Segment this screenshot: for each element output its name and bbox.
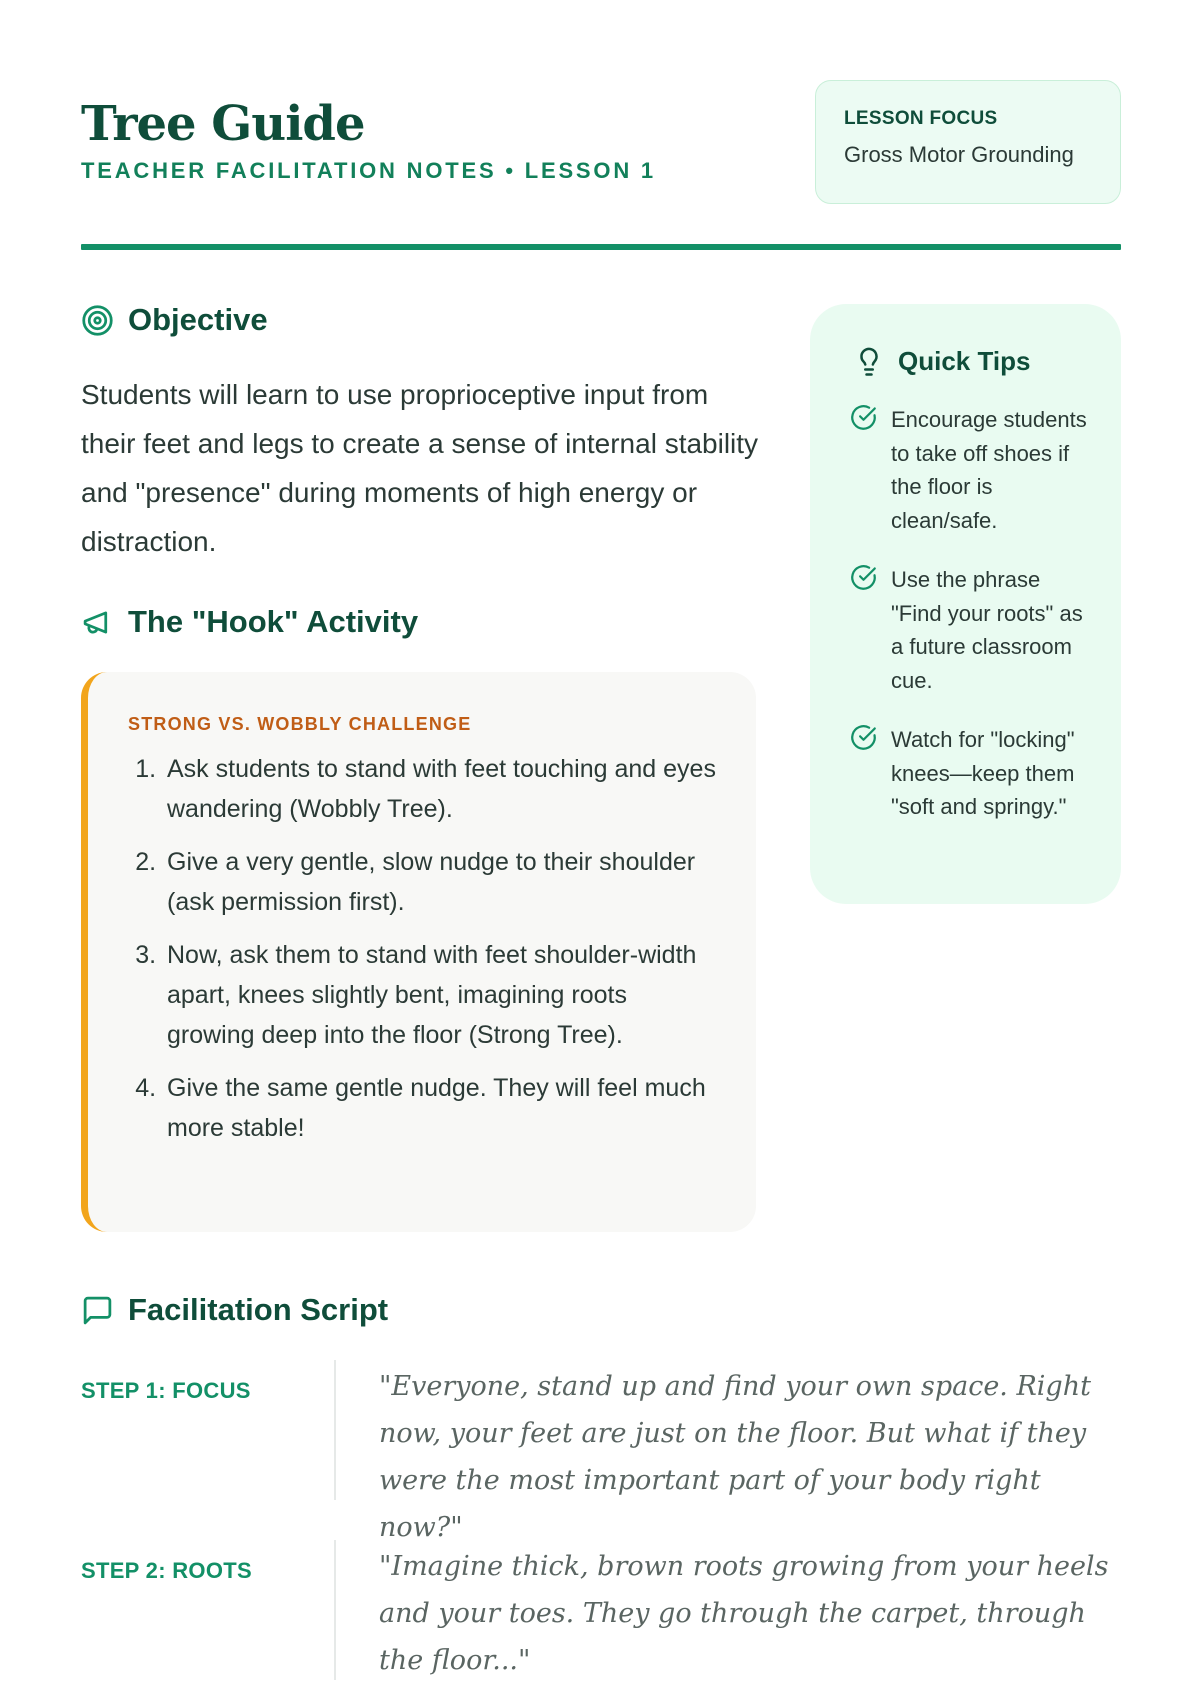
script-step-label: STEP 1: FOCUS [81,1378,251,1403]
quick-tips-card [810,304,1121,904]
tip-item [850,403,1095,537]
objective-text: Students will learn to use proprioceptive input from their feet and legs to create a sense of internal stability and "presence" during moments of high energy or distraction. [81,379,759,557]
hook-step: 2. Give a very gentle, slow nudge to their shoulder (ask permission first). [163,842,716,922]
hook-steps-list [128,749,716,1148]
tip-text: Watch for "locking" knees—keep them "soft and springy." [891,727,1075,819]
objective-heading [81,302,268,338]
header-divider [81,244,1121,250]
script-step-label: STEP 2: ROOTS [81,1558,252,1583]
script-step [81,1540,1121,1690]
quick-tips-title-text: Quick Tips [898,346,1031,376]
script-step-divider [334,1360,336,1500]
script-heading [81,1292,388,1328]
hook-heading-text: The "Hook" Activity [128,604,419,639]
check-circle-icon [850,724,877,751]
hook-step: 1. Ask students to stand with feet touching and eyes wandering (Wobbly Tree). [163,749,716,829]
page-header [81,80,1121,250]
page-title: Tree Guide [81,96,365,152]
hook-heading [81,604,418,640]
lesson-focus-label: LESSON FOCUS [844,108,998,129]
script-step-divider [334,1540,336,1680]
speech-bubble-icon [81,1294,114,1327]
check-circle-icon [850,564,877,591]
tip-text: Encourage students to take off shoes if the floor is clean/safe. [891,407,1087,533]
quick-tips-title [854,346,1095,377]
tip-item [850,723,1095,824]
lesson-focus-card [815,80,1121,204]
hook-card-label: STRONG VS. WOBBLY CHALLENGE [128,714,472,734]
page-subtitle: TEACHER FACILITATION NOTES • LESSON 1 [81,158,656,183]
hook-activity-card [81,672,756,1232]
script-step-quote: "Everyone, stand up and find your own space. Right now, your feet are just on the floor. But what if they were the most important part of your body right now?" [379,1371,1091,1543]
hook-step: 4. Give the same gentle nudge. They will feel much more stable! [163,1068,716,1148]
lightbulb-icon [854,347,884,377]
hook-step: 3. Now, ask them to stand with feet shoulder-width apart, knees slightly bent, imagining roots growing deep into the floor (Strong Tree). [163,935,716,1055]
tip-text: Use the phrase "Find your roots" as a future classroom cue. [891,567,1083,693]
lesson-focus-value: Gross Motor Grounding [844,142,1074,167]
check-circle-icon [850,404,877,431]
megaphone-icon [81,606,114,639]
script-heading-text: Facilitation Script [128,1292,389,1327]
script-step-quote: "Imagine thick, brown roots growing from your heels and your toes. They go through the carpet, through the floor..." [379,1551,1109,1676]
target-icon [81,304,114,337]
script-step [81,1360,1121,1543]
tip-item [850,563,1095,697]
objective-heading-text: Objective [128,302,268,337]
